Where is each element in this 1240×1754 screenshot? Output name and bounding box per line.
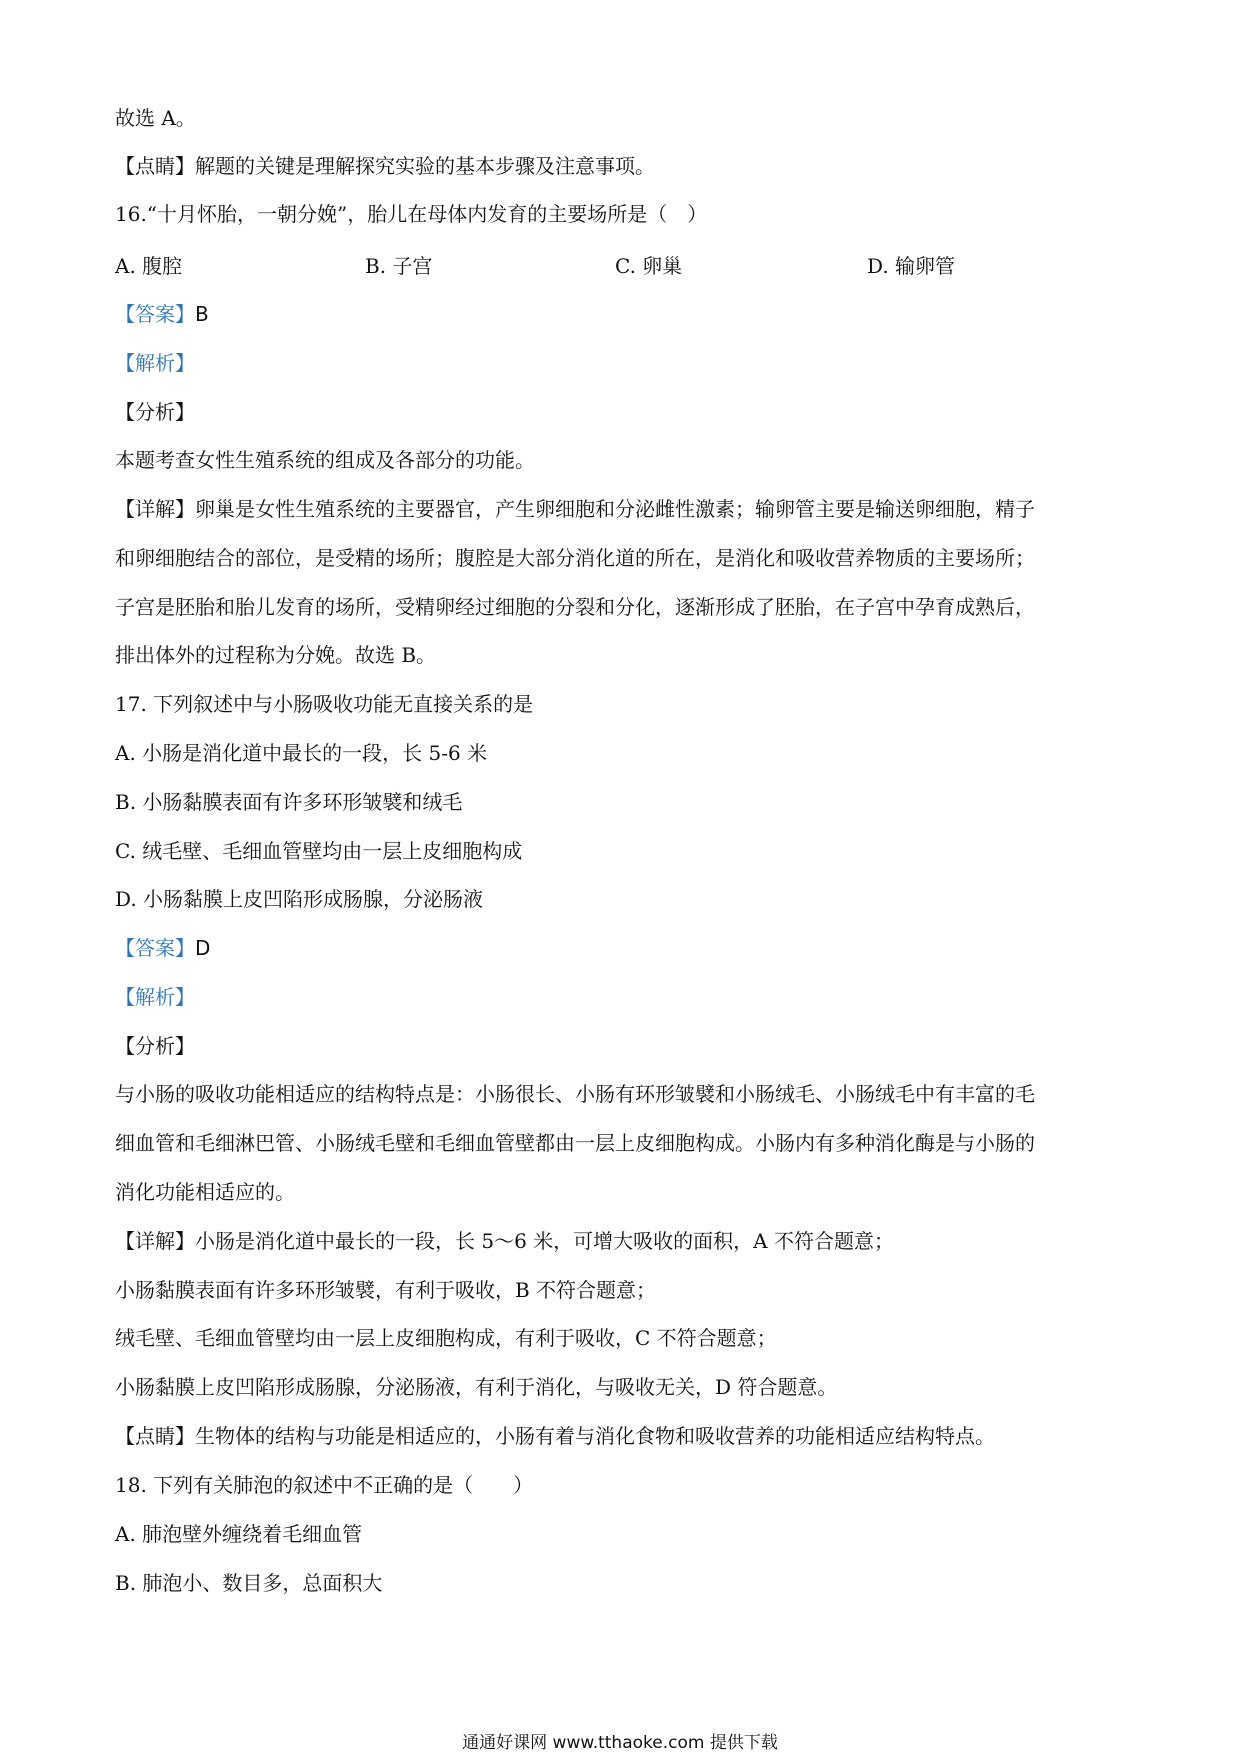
q16-fenxi-text: 本题考查女性生殖系统的组成及各部分的功能。 (115, 448, 535, 472)
detail-tag: 【详解】 (115, 1229, 195, 1253)
q16-detail-line: 排出体外的过程称为分娩。故选 B。 (115, 643, 437, 667)
answer-value: D (195, 936, 211, 960)
q17-point (115, 1422, 1135, 1450)
q17-fenxi-line: 与小肠的吸收功能相适应的结构特点是：小肠很长、小肠有环形皱襞和小肠绒毛、小肠绒毛中有丰富的毛 (115, 1082, 1035, 1106)
q16-analysis-tag: 【解析】 (115, 351, 195, 375)
q16-option-b: B. 子宫 (365, 254, 433, 278)
detail-text: 小肠是消化道中最长的一段，长 5～6 米，可增大吸收的面积，A 不符合题意； (195, 1229, 894, 1253)
q18-stem: 18. 下列有关肺泡的叙述中不正确的是（ ） (115, 1473, 534, 1497)
q17-analysis-tag: 【解析】 (115, 985, 195, 1009)
q17-option-d: D. 小肠黏膜上皮凹陷形成肠腺，分泌肠液 (115, 887, 484, 911)
q17-option-b: B. 小肠黏膜表面有许多环形皱襞和绒毛 (115, 790, 463, 814)
answer-tag: 【答案】 (115, 936, 195, 960)
q16-option-d: D. 输卵管 (867, 254, 956, 278)
q17-fenxi-line: 消化功能相适应的。 (115, 1180, 295, 1204)
q15-conclusion: 故选 A。 (115, 106, 196, 130)
q18-option-a: A. 肺泡壁外缠绕着毛细血管 (115, 1522, 363, 1546)
q18-option-b: B. 肺泡小、数目多，总面积大 (115, 1571, 383, 1595)
q16-option-a: A. 腹腔 (115, 254, 183, 278)
q17-fenxi-tag: 【分析】 (115, 1034, 195, 1058)
q17-detail-line: 小肠黏膜上皮凹陷形成肠腺，分泌肠液，有利于消化，与吸收无关，D 符合题意。 (115, 1375, 838, 1399)
q17-option-c: C. 绒毛壁、毛细血管壁均由一层上皮细胞构成 (115, 839, 523, 863)
q17-detail-line: 绒毛壁、毛细血管壁均由一层上皮细胞构成，有利于吸收，C 不符合题意； (115, 1326, 777, 1350)
q16-detail-line: 和卵细胞结合的部位，是受精的场所；腹腔是大部分消化道的所在，是消化和吸收营养物质的主要场所； (115, 546, 1035, 570)
point-tag: 【点睛】 (115, 154, 195, 178)
q17-fenxi-line: 细血管和毛细淋巴管、小肠绒毛壁和毛细血管壁都由一层上皮细胞构成。小肠内有多种消化酶是与小肠的 (115, 1131, 1035, 1155)
q15-point (115, 152, 1135, 180)
q16-stem: 16.“十月怀胎，一朝分娩”，胎儿在母体内发育的主要场所是（ ） (115, 202, 708, 226)
q17-stem: 17. 下列叙述中与小肠吸收功能无直接关系的是 (115, 692, 534, 716)
q16-option-c: C. 卵巢 (615, 254, 683, 278)
detail-tag: 【详解】 (115, 497, 195, 521)
q17-option-a: A. 小肠是消化道中最长的一段，长 5-6 米 (115, 741, 488, 765)
q17-answer (115, 934, 1135, 962)
page-footer: 通通好课网 www.tthaoke.com 提供下载 (462, 1733, 778, 1753)
q16-fenxi-tag: 【分析】 (115, 400, 195, 424)
q17-detail-first (115, 1227, 1135, 1255)
point-tag: 【点睛】 (115, 1424, 195, 1448)
point-text: 生物体的结构与功能是相适应的，小肠有着与消化食物和吸收营养的功能相适应结构特点。 (195, 1424, 995, 1448)
q16-detail-line: 子宫是胚胎和胎儿发育的场所，受精卵经过细胞的分裂和分化，逐渐形成了胚胎，在子宫中孕育成熟后， (115, 595, 1035, 619)
q16-answer (115, 300, 1135, 328)
answer-value: B (195, 302, 209, 326)
detail-text: 卵巢是女性生殖系统的主要器官，产生卵细胞和分泌雌性激素；输卵管主要是输送卵细胞，精子 (195, 497, 1035, 521)
answer-tag: 【答案】 (115, 302, 195, 326)
point-text: 解题的关键是理解探究实验的基本步骤及注意事项。 (195, 154, 655, 178)
q17-detail-line: 小肠黏膜表面有许多环形皱襞，有利于吸收，B 不符合题意； (115, 1278, 657, 1302)
q16-detail-line (115, 495, 1135, 523)
